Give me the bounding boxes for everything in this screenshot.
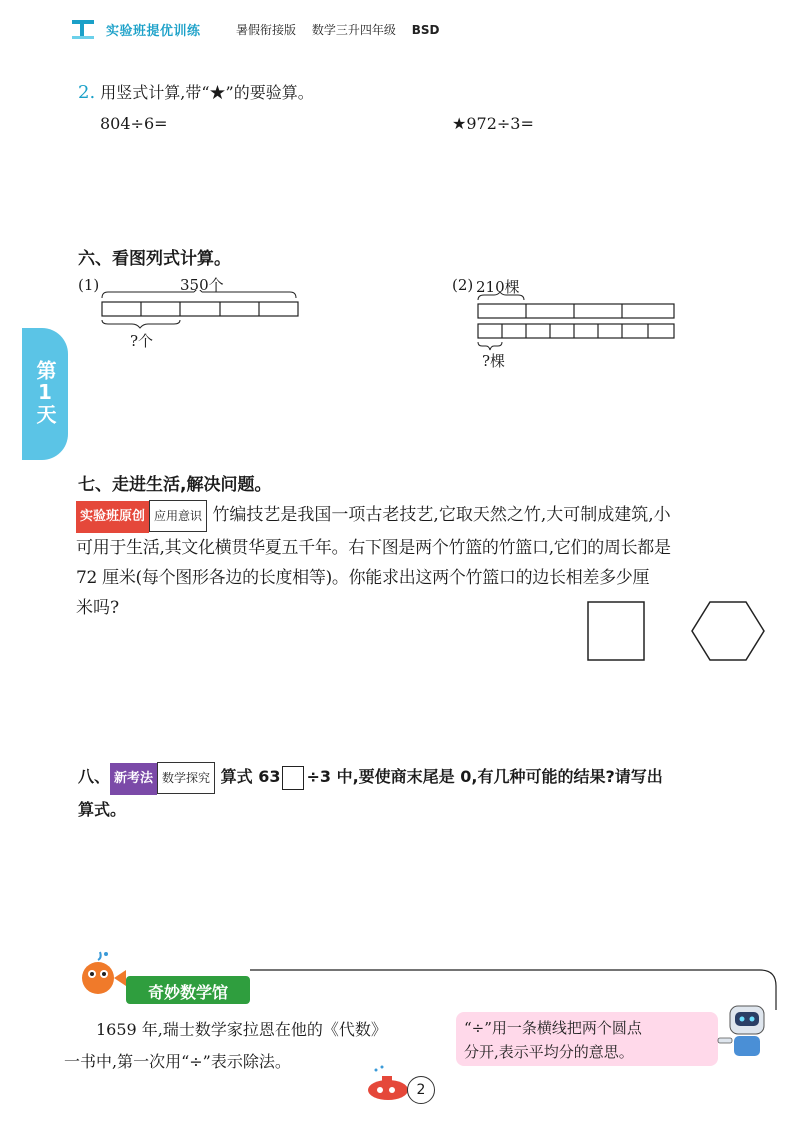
submarine-icon [362, 1064, 412, 1104]
q2-expression-b: ★972÷3= [452, 114, 534, 133]
new-exam-tag: 新考法 [110, 763, 157, 795]
header-info [236, 21, 451, 38]
section6-title: 六、看图列式计算。 [78, 249, 231, 269]
diagram1-bar [98, 290, 304, 338]
diagram1-total-label: 350个 [180, 276, 224, 294]
diagram1-index: (1) [78, 276, 100, 294]
diagram2-part-label: ?棵 [482, 352, 506, 370]
fish-mascot-icon [72, 948, 128, 1004]
section8-line1 [78, 762, 778, 795]
bubble-line2: 分开,表示平均分的意思。 [464, 1043, 634, 1061]
original-tag: 实验班原创 [76, 501, 149, 533]
q2-expression-a: 804÷6= [100, 114, 168, 133]
section7-text-line2: 可用于生活,其文化横贯华夏五千年。右下图是两个竹篮的竹篮口,它们的周长都是 [76, 538, 671, 558]
section8-text-after: ÷3 中,要使商末尾是 0,有几种可能的结果?请写出 [306, 767, 663, 786]
series-brand: 实验班提优训练 [106, 24, 201, 39]
section7-body [76, 500, 766, 623]
section8-text-line2: 算式。 [78, 800, 127, 819]
section8-text-before: 算式 63 [220, 767, 281, 786]
application-tag: 应用意识 [149, 500, 207, 532]
hexagon-basket-shape [690, 600, 766, 662]
diagram2-top-label: 210棵 [476, 278, 520, 296]
section7-line1 [76, 500, 766, 533]
fun-math-line1: 1659 年,瑞士数学家拉恩在他的《代数》 [96, 1020, 387, 1039]
page-number: 2 [407, 1076, 435, 1104]
fun-math-title: 奇妙数学馆 [147, 983, 228, 1002]
section7-text-line3: 72 厘米(每个图形各边的长度相等)。你能求出这两个竹篮口的边长相差多少厘 [76, 568, 650, 588]
section7-text-line1: 竹编技艺是我国一项古老技艺,它取天然之竹,大可制成建筑,小 [212, 505, 671, 525]
edition-label: 暑假衔接版 [236, 23, 297, 37]
series-logo-icon [70, 16, 96, 42]
diagram2-index: (2) [452, 276, 474, 294]
day-side-tab-label [22, 360, 68, 429]
subject-label: 数学三升四年级 [311, 23, 396, 37]
exploration-tag: 数学探究 [157, 762, 215, 794]
section8-body [78, 762, 778, 825]
robot-mascot-icon [716, 1000, 776, 1070]
day-label-text: 第1天 [33, 360, 57, 424]
q2-heading [78, 80, 314, 103]
code-label: BSD [411, 23, 440, 37]
q2-number: 2. [78, 82, 96, 103]
q2-instruction: 用竖式计算,带“★”的要验算。 [100, 83, 314, 102]
diagram1-part-label: ?个 [130, 332, 154, 350]
section7-text-line4: 米吗? [76, 598, 120, 618]
square-basket-shape [586, 600, 646, 662]
section8-prefix: 八、 [78, 767, 111, 786]
bubble-line1: “÷”用一条横线把两个圆点 [464, 1019, 642, 1037]
speech-bubble-text [464, 1016, 712, 1064]
digit-blank-box [282, 766, 304, 790]
fun-math-line2: 一书中,第一次用“÷”表示除法。 [64, 1052, 291, 1071]
section7-title: 七、走进生活,解决问题。 [78, 475, 272, 495]
